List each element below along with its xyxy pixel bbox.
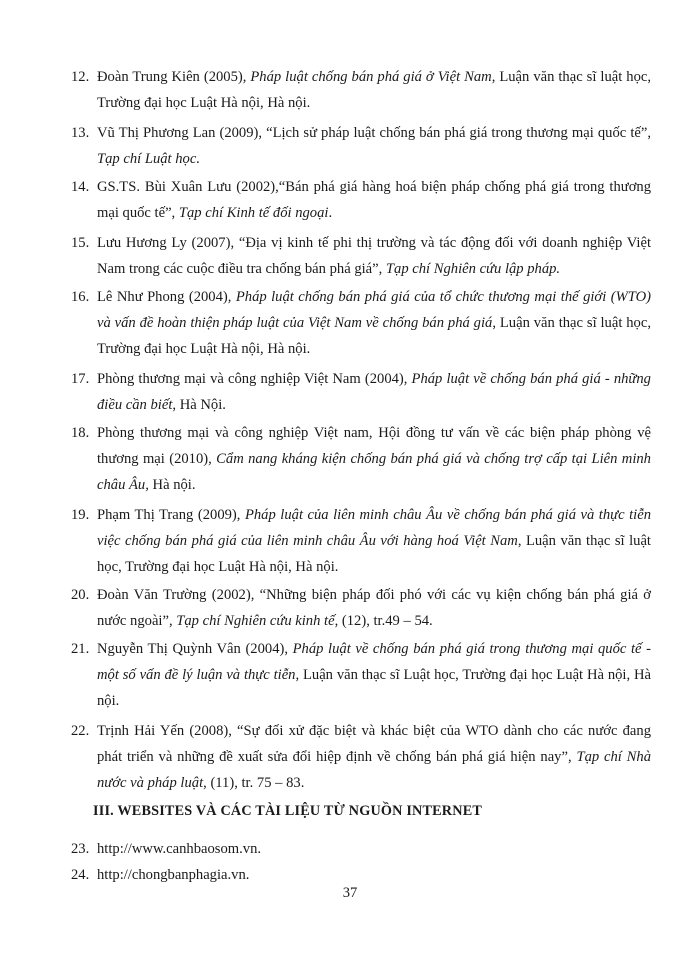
reference-item	[71, 366, 651, 418]
reference-details: , Luận văn thạc sĩ luật học, Trường đại học Luật Hà nội, Hà nội.	[97, 533, 651, 575]
reference-number: 18.	[71, 425, 90, 441]
reference-item	[71, 502, 651, 580]
reference-work-title: Tạp chí Kinh tế đối ngoại	[178, 205, 329, 221]
reference-number: 22.	[71, 723, 90, 739]
reference-details: , (11), tr. 75 – 83.	[203, 775, 305, 791]
reference-work-title: Pháp luật về chống bán phá giá trong thương mại quốc tế - một số vấn đề lý luận và thực tiễn	[97, 641, 652, 683]
reference-work-title: Tạp chí Nghiên cứu lập pháp.	[385, 261, 561, 277]
reference-work-title: Tạp chí Nghiên cứu kinh tế	[176, 613, 335, 629]
reference-number: 13.	[71, 125, 90, 141]
section-heading: III. WEBSITES VÀ CÁC TÀI LIỆU TỪ NGUỒN INTERNET	[93, 803, 483, 819]
reference-author: Phạm Thị Trang (2009),	[97, 507, 245, 523]
reference-work-title: Pháp luật chống bán phá giá ở Việt Nam	[250, 69, 492, 85]
reference-work-title: Cẩm nang kháng kiện chống bán phá giá và chống trợ cấp tại Liên minh châu Âu,	[97, 451, 651, 493]
reference-author: Vũ Thị Phương Lan (2009), “Lịch sử pháp luật chống bán phá giá trong thương mại quốc tế”,	[97, 125, 651, 141]
reference-text	[71, 502, 651, 580]
website-url: http://www.canhbaosom.vn.	[97, 841, 262, 857]
reference-item	[71, 230, 651, 282]
reference-text	[71, 174, 651, 226]
reference-number: 12.	[71, 69, 90, 85]
reference-number: 16.	[71, 289, 90, 305]
reference-number: 19.	[71, 507, 90, 523]
reference-details: , Hà Nội.	[172, 397, 226, 413]
reference-work-title: Pháp luật của liên minh châu Âu về chống bán phá giá và thực tiễn việc chống bán phá giá của liên minh châu Âu với hàng hoá Việt Nam	[97, 507, 651, 549]
website-item	[71, 836, 651, 862]
website-url: http://chongbanphagia.vn.	[97, 867, 250, 883]
reference-author: Đoàn Văn Trường (2002), “Những biện pháp đối phó với các vụ kiện chống bán phá giá ở nước ngoài”,	[97, 587, 651, 629]
page-number: 37	[342, 885, 358, 901]
reference-item	[71, 636, 651, 714]
reference-number: 21.	[71, 641, 90, 657]
reference-work-title: Tạp chí Luật học.	[97, 151, 200, 167]
website-number: 24.	[71, 867, 90, 883]
reference-text	[71, 366, 651, 418]
reference-text	[71, 284, 651, 362]
reference-item	[71, 64, 651, 116]
reference-author: Trịnh Hải Yến (2008), “Sự đối xử đặc biệt và khác biệt của WTO dành cho các nước đang phát triển và những đề xuất sửa đổi hiệp định về chống bán phá giá hiện nay”,	[97, 723, 651, 765]
reference-number: 15.	[71, 235, 90, 251]
reference-details: , (12), tr.49 – 54.	[334, 613, 433, 629]
reference-item	[71, 174, 651, 226]
reference-item	[71, 120, 651, 172]
reference-author: Phòng thương mại và công nghiệp Việt Nam (2004),	[97, 371, 412, 387]
reference-author: Lưu Hương Ly (2007), “Địa vị kinh tế phi thị trường và tác động đối với doanh nghiệp Việt Nam trong các cuộc điều tra chống bán phá giá”,	[97, 235, 651, 277]
reference-details: , Luận văn thạc sĩ luật học, Trường đại học Luật Hà nội, Hà nội.	[97, 315, 651, 357]
reference-author: GS.TS. Bùi Xuân Lưu (2002),“Bán phá giá hàng hoá biện pháp chống phá giá trong thương mại quốc tế”,	[97, 179, 651, 221]
reference-work-title: Tạp chí Nhà nước và pháp luật	[97, 749, 651, 791]
reference-author: Đoàn Trung Kiên (2005),	[97, 69, 251, 85]
website-number: 23.	[71, 841, 90, 857]
reference-item	[71, 420, 651, 498]
reference-work-title: Pháp luật về chống bán phá giá - những điều cần biết	[97, 371, 651, 413]
reference-item	[71, 284, 651, 362]
reference-number: 20.	[71, 587, 90, 603]
reference-details: Hà nội.	[148, 477, 196, 493]
reference-details: , Luận văn thạc sĩ luật học, Trường đại học Luật Hà nội, Hà nội.	[97, 69, 651, 111]
reference-author: Nguyễn Thị Quỳnh Vân (2004),	[97, 641, 293, 657]
reference-text	[71, 718, 651, 796]
reference-text	[71, 420, 651, 498]
reference-text	[71, 120, 651, 172]
reference-text	[71, 582, 651, 634]
reference-work-title: Pháp luật chống bán phá giá của tổ chức thương mại thế giới (WTO) và vấn đề hoàn thiện pháp luật của Việt Nam về chống bán phá giá	[97, 289, 651, 331]
reference-author: Lê Như Phong (2004),	[97, 289, 236, 305]
reference-item	[71, 718, 651, 796]
reference-author: Phòng thương mại và công nghiệp Việt nam, Hội đồng tư vấn về các biện pháp phòng vệ thương mại (2010),	[97, 425, 651, 467]
reference-details: .	[328, 205, 333, 221]
reference-text	[71, 64, 651, 116]
reference-number: 14.	[71, 179, 90, 195]
reference-text	[71, 230, 651, 282]
reference-number: 17.	[71, 371, 90, 387]
reference-item	[71, 582, 651, 634]
reference-details: , Luận văn thạc sĩ Luật học, Trường đại học Luật Hà nội, Hà nội.	[97, 667, 651, 709]
reference-text	[71, 636, 651, 714]
